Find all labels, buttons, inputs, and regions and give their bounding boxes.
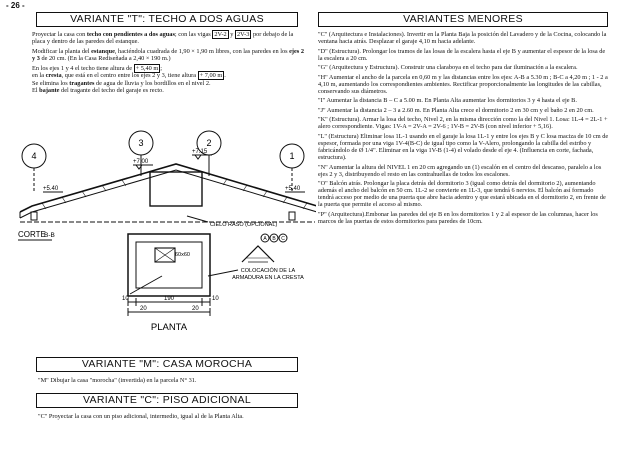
variante-m-text: "M" Dibujar la casa "morocha" (invertida) en la parcela N° 31. [38, 377, 197, 384]
axis-label-c: C [281, 236, 285, 242]
header-variante-m: VARIANTE "M": CASA MOROCHA [36, 357, 298, 372]
colocacion-label-2: ARMADURA EN LA CRESTA [232, 275, 304, 281]
dim-10-right: 10 [212, 296, 219, 302]
roof-section-drawing [12, 126, 316, 350]
axis-label-b: B [272, 236, 276, 242]
corte-ref: B-B [44, 232, 55, 239]
menores-item-n: "N" Aumentar la altura del NIVEL 1 en 20 cm agregando un (1) escalón en el centro del descanso, paralelo a los ejes 2 y 3, distribuyendo el resto en las contrahuellas de todos los escalones. [318, 163, 602, 178]
header-variante-t: VARIANTE "T": TECHO A DOS AGUAS [36, 12, 298, 27]
header-variantes-menores: VARIANTES MENORES [318, 12, 608, 27]
corte-label: CORTE [18, 230, 46, 239]
dim-20-right: 20 [192, 306, 199, 312]
axis-label-4: 4 [31, 151, 37, 161]
level-715: +7.15 [192, 149, 208, 155]
t-para-3: En los ejes 1 y 4 el techo tiene altura de + 5,40 m ; [32, 64, 162, 72]
menores-item-i: "I" Aumentar la distancia B – C a 5.00 m. En Planta Alta aumentar los dormitorios 3 y 4 hasta el eje B. [318, 97, 577, 105]
menores-item-d: "D" (Estructura). Prolongar los tramos de las losas de la escalera hasta el eje B y aumentar el espesor de la losa de la escalera a 20 cm. [318, 47, 606, 62]
level-540-right: +5.40 [285, 186, 301, 192]
menores-item-j: "J" Aumentar la distancia 2 – 3 a 2.60 m. En Planta Alta crece el dormitorio 2 en 30 cm y el baño 2 en 20 cm. [318, 106, 594, 114]
menores-item-o: "O" Balcón atrás. Prolongar la placa detrás del dormitorio 3 (igual como detrás del dormitorio 2), aumentando además el ancho del balcón en 50 cm. 1L-2 se convierte en 1L-3, que tendrá 6 nervios. El balcón así formado tendrá acceso por medio de una puerta que abre hacia adentro y que estará ubicada en el dormitorio 2, en frente de la puerta que permite el acceso al mismo. [318, 180, 606, 209]
t-para-2: Modificar la planta del estanque, haciéndola cuadrada de 1,90 × 1,90 m libres, con las paredes en los ejes 2 y 3 de 20 cm. (En la Casa Rediseñada a 2,40 × 190 m.) [32, 47, 304, 63]
hole-size: 60x60 [175, 252, 190, 258]
axis-label-3: 3 [138, 138, 144, 148]
axis-label-a: A [263, 236, 267, 242]
planta-label: PLANTA [150, 322, 188, 333]
colocacion-label-1: COLOCACIÓN DE LA [240, 268, 296, 274]
menores-item-g: "G" (Arquitectura y Estructura). Construir una claraboya en el techo para dar iluminación a la escalera. [318, 64, 578, 72]
level-540-left: +5.40 [43, 186, 59, 192]
menores-item-p: "P" (Arquitectura).Embonar las paredes del eje B en los dormitorios 1 y 2 al espesor de las columnas, hacer los marcos de las puertas de estos dormitorios para paredes de 10cm. [318, 210, 598, 226]
t-para-1: Proyectar la casa con techo con pendientes a dos aguas; con las vigas 2V-2 y 2V-3 por debajo de la placa y dentro de las paredes del estanque. [32, 31, 294, 46]
level-700: +7.00 [133, 159, 149, 165]
variante-t-text [32, 31, 304, 94]
t-para-6: El bajante del tragante del techo del garaje es recto. [32, 86, 164, 94]
variante-c-text: "C" Proyectar la casa con un piso adicional, intermedio, igual al de la Planta Alta. [38, 413, 244, 420]
menores-item-k: "K" (Estructura). Armar la losa del techo, Nivel 2, en la misma dirección como la del Nivel 1. Losa: 1L-4 = 2L-1 + alero correspondiente. Vigas: 1V-A = 2V-A = 2V-6 ; 1V-B = 2V-B (con nivel inferior + 5,16). [318, 116, 608, 131]
axis-label-1: 1 [289, 151, 295, 161]
t-para-4: en la cresta, que está en el centro entre los ejes 2 y 3, tiene altura + 7,00 m . [32, 72, 226, 80]
dim-20-left: 20 [140, 306, 147, 312]
page-number: - 26 - [6, 1, 25, 10]
variantes-menores-list [318, 31, 610, 228]
menores-item-h: "H" Aumentar el ancho de la parcela en 0,60 m y las distancias entre los ejes: A-B a 5.30 m ; B-C a 4,20 m ; 1 - 2 a 4,10 m, aumentando los correspondientes ambientes. Rectificar proporcionalmente las longitudes de las cabillas, conservando sus diámetros. [318, 73, 608, 95]
header-variante-c: VARIANTE "C": PISO ADICIONAL [36, 393, 298, 408]
axis-label-2: 2 [206, 138, 212, 148]
cielo-raso-label: CIELO RASO (OPCIONAL) [210, 222, 278, 228]
dim-190: 190 [163, 296, 175, 302]
dim-10-left: 10 [122, 296, 129, 302]
t-para-5: Se elimina los tragantes de agua de lluvia y los bordillos en el nivel 2. [32, 79, 211, 87]
menores-item-c: "C" (Arquitectura e Instalaciones). Invertir en la Planta Baja la posición del Lavadero y de la Cocina, colocando la ventana hacia atrás. Desplazar el garaje 4,10 m hacia adelante. [318, 31, 607, 46]
menores-item-l: "L" (Estructura) Eliminar losa 1L-1 usando en el garaje la losa 1L-1 y entre los ejes B y C losa maciza de 10 cm de espesor, formada por una viga 1V-4(B-C) de igual tipo como la V-Alero, prolongando la cabilla del estribo y fabricándolo de Ø 1/4". Eliminar en la viga 1V-B (1-4) el volado desde el eje 4. (Influencia en corte, fachada, estructura). [318, 132, 609, 162]
